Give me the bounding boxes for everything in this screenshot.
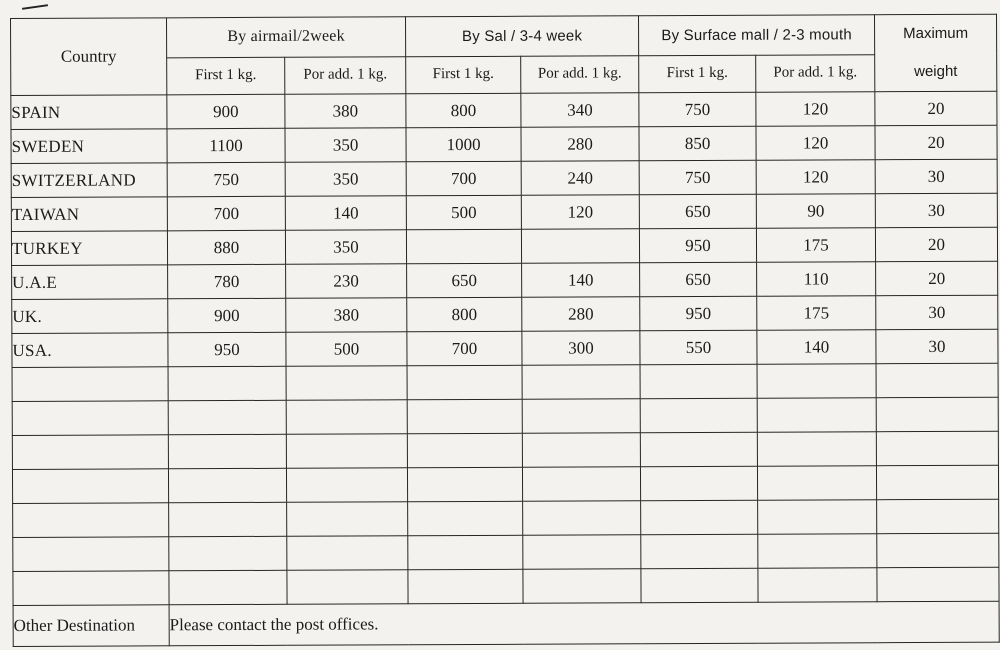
blank-cell bbox=[523, 569, 641, 604]
blank-cell bbox=[287, 502, 408, 537]
surface-first-cell: 650 bbox=[639, 194, 756, 229]
sal-first-cell: 800 bbox=[406, 93, 521, 128]
blank-cell bbox=[13, 571, 169, 606]
surface-add-cell: 175 bbox=[756, 228, 875, 263]
max-weight-cell: 20 bbox=[875, 227, 997, 262]
surface-first-cell: 950 bbox=[639, 228, 756, 263]
blank-cell bbox=[640, 364, 757, 399]
table-row bbox=[11, 227, 997, 265]
surface-first-cell: 950 bbox=[640, 296, 757, 331]
sal-first-cell: 1000 bbox=[406, 127, 521, 162]
blank-cell bbox=[12, 401, 168, 436]
blank-cell bbox=[12, 435, 168, 470]
table-row bbox=[11, 159, 997, 197]
blank-cell bbox=[640, 432, 757, 467]
surface-add-cell: 110 bbox=[757, 262, 876, 297]
blank-row bbox=[13, 567, 999, 605]
sal-first-cell: 700 bbox=[407, 331, 522, 366]
table-row bbox=[12, 261, 998, 299]
blank-cell bbox=[757, 364, 876, 399]
country-cell: U.A.E bbox=[12, 265, 168, 300]
blank-cell bbox=[12, 367, 168, 402]
blank-cell bbox=[13, 537, 169, 572]
blank-cell bbox=[286, 366, 407, 401]
blank-cell bbox=[758, 534, 877, 569]
blank-cell bbox=[407, 433, 522, 468]
sal-add-cell: 120 bbox=[521, 195, 639, 230]
airmail-first-cell: 900 bbox=[167, 94, 285, 129]
sal-first-cell: 500 bbox=[406, 195, 521, 230]
airmail-first-cell: 750 bbox=[167, 162, 285, 197]
blank-row bbox=[13, 533, 999, 571]
blank-cell bbox=[522, 365, 640, 400]
postal-rates-table bbox=[10, 14, 1000, 647]
sal-first-cell: 700 bbox=[406, 161, 521, 196]
blank-cell bbox=[641, 500, 758, 535]
sal-add-cell: 340 bbox=[521, 93, 639, 128]
blank-cell bbox=[522, 399, 640, 434]
blank-cell bbox=[876, 363, 998, 398]
country-cell: SWITZERLAND bbox=[11, 163, 167, 198]
airmail-group-header: By airmail/2week bbox=[167, 17, 406, 58]
blank-cell bbox=[408, 569, 523, 604]
surface-add-cell: 140 bbox=[757, 330, 876, 365]
table-row bbox=[12, 295, 998, 333]
max-weight-cell: 20 bbox=[875, 91, 997, 126]
sal-add-cell bbox=[521, 229, 639, 264]
blank-row bbox=[12, 431, 998, 469]
blank-cell bbox=[287, 536, 408, 571]
blank-cell bbox=[641, 568, 758, 603]
airmail-first-cell: 780 bbox=[168, 264, 286, 299]
surface-first-cell: 750 bbox=[639, 160, 756, 195]
sal-group-header: By Sal / 3-4 week bbox=[406, 16, 639, 57]
blank-cell bbox=[407, 399, 522, 434]
surface-group-header: By Surface mall / 2-3 mouth bbox=[639, 15, 875, 56]
group-header-row bbox=[11, 14, 997, 58]
max-weight-header bbox=[875, 14, 997, 92]
blank-cell bbox=[168, 366, 286, 401]
blank-cell bbox=[168, 468, 286, 503]
airmail-first-cell: 1100 bbox=[167, 128, 285, 163]
sal-first-cell: 800 bbox=[407, 297, 522, 332]
airmail-add-cell: 350 bbox=[285, 128, 406, 163]
blank-cell bbox=[640, 466, 757, 501]
blank-cell bbox=[168, 434, 286, 469]
surface-first-cell: 750 bbox=[639, 92, 756, 127]
other-destination-label: Other Destination bbox=[13, 605, 169, 647]
sal-first-kg-header: First 1 kg. bbox=[406, 56, 521, 94]
blank-cell bbox=[522, 433, 640, 468]
sal-add-cell: 140 bbox=[522, 263, 640, 298]
blank-cell bbox=[877, 567, 999, 602]
blank-cell bbox=[758, 568, 877, 603]
rates-body bbox=[11, 91, 999, 646]
max-weight-cell: 30 bbox=[876, 295, 998, 330]
airmail-add-cell: 230 bbox=[286, 264, 407, 299]
sal-first-cell bbox=[406, 229, 521, 264]
surface-first-kg-header: First 1 kg. bbox=[639, 55, 756, 93]
sal-add-cell: 300 bbox=[522, 331, 640, 366]
blank-cell bbox=[522, 467, 640, 502]
sal-first-cell: 650 bbox=[407, 263, 522, 298]
max-weight-header-line1: Maximum bbox=[903, 24, 969, 43]
blank-cell bbox=[286, 434, 407, 469]
blank-cell bbox=[757, 466, 876, 501]
airmail-add-cell: 380 bbox=[285, 94, 406, 129]
other-destination-row bbox=[13, 601, 999, 646]
blank-cell bbox=[757, 398, 876, 433]
blank-row bbox=[13, 499, 999, 537]
airmail-first-cell: 700 bbox=[167, 196, 285, 231]
max-weight-header-line2: weight bbox=[914, 62, 958, 81]
surface-add-cell: 120 bbox=[756, 160, 875, 195]
country-cell: SPAIN bbox=[11, 95, 167, 130]
max-weight-cell: 30 bbox=[876, 329, 998, 364]
country-cell: UK. bbox=[12, 299, 168, 334]
blank-cell bbox=[758, 500, 877, 535]
blank-cell bbox=[640, 398, 757, 433]
airmail-add-cell: 140 bbox=[285, 196, 406, 231]
sal-add-kg-header: Por add. 1 kg. bbox=[521, 55, 639, 93]
blank-cell bbox=[757, 432, 876, 467]
sal-add-cell: 280 bbox=[521, 127, 639, 162]
surface-first-cell: 550 bbox=[640, 330, 757, 365]
surface-add-cell: 120 bbox=[756, 126, 875, 161]
sal-add-cell: 240 bbox=[521, 161, 639, 196]
country-column-header: Country bbox=[11, 18, 167, 96]
blank-row bbox=[12, 465, 998, 503]
airmail-add-cell: 500 bbox=[286, 332, 407, 367]
blank-cell bbox=[168, 400, 286, 435]
country-cell: TURKEY bbox=[11, 231, 167, 266]
surface-add-cell: 120 bbox=[756, 92, 875, 127]
blank-cell bbox=[641, 534, 758, 569]
blank-cell bbox=[286, 400, 407, 435]
sal-add-cell: 280 bbox=[522, 297, 640, 332]
table-row bbox=[11, 91, 997, 129]
blank-row bbox=[12, 397, 998, 435]
blank-cell bbox=[877, 499, 999, 534]
blank-cell bbox=[13, 503, 169, 538]
table-row bbox=[12, 329, 998, 367]
blank-cell bbox=[408, 501, 523, 536]
country-cell: USA. bbox=[12, 333, 168, 368]
airmail-first-cell: 950 bbox=[168, 332, 286, 367]
max-weight-cell: 30 bbox=[875, 193, 997, 228]
max-weight-cell: 20 bbox=[876, 261, 998, 296]
blank-cell bbox=[407, 467, 522, 502]
blank-cell bbox=[523, 535, 641, 570]
airmail-add-cell: 350 bbox=[285, 162, 406, 197]
scan-pen-mark bbox=[22, 4, 48, 10]
blank-row bbox=[12, 363, 998, 401]
blank-cell bbox=[12, 469, 168, 504]
blank-cell bbox=[876, 431, 998, 466]
blank-cell bbox=[523, 501, 641, 536]
blank-cell bbox=[286, 468, 407, 503]
table-row bbox=[11, 125, 997, 163]
other-destination-note: Please contact the post offices. bbox=[169, 601, 999, 646]
blank-cell bbox=[876, 397, 998, 432]
surface-first-cell: 650 bbox=[640, 262, 757, 297]
airmail-add-kg-header: Por add. 1 kg. bbox=[285, 56, 406, 94]
surface-add-cell: 175 bbox=[757, 296, 876, 331]
blank-cell bbox=[408, 535, 523, 570]
max-weight-cell: 20 bbox=[875, 125, 997, 160]
rates-sheet bbox=[10, 18, 996, 650]
blank-cell bbox=[169, 536, 287, 571]
blank-cell bbox=[287, 570, 408, 605]
airmail-first-cell: 900 bbox=[168, 298, 286, 333]
surface-add-kg-header: Por add. 1 kg. bbox=[756, 54, 875, 92]
country-cell: SWEDEN bbox=[11, 129, 167, 164]
airmail-first-cell: 880 bbox=[167, 230, 285, 265]
surface-first-cell: 850 bbox=[639, 126, 756, 161]
country-cell: TAIWAN bbox=[11, 197, 167, 232]
blank-cell bbox=[876, 465, 998, 500]
max-weight-cell: 30 bbox=[875, 159, 997, 194]
blank-cell bbox=[877, 533, 999, 568]
blank-cell bbox=[407, 365, 522, 400]
surface-add-cell: 90 bbox=[756, 194, 875, 229]
table-row bbox=[11, 193, 997, 231]
airmail-first-kg-header: First 1 kg. bbox=[167, 57, 285, 95]
blank-cell bbox=[169, 570, 287, 605]
airmail-add-cell: 350 bbox=[285, 230, 406, 265]
blank-cell bbox=[169, 502, 287, 537]
airmail-add-cell: 380 bbox=[286, 298, 407, 333]
